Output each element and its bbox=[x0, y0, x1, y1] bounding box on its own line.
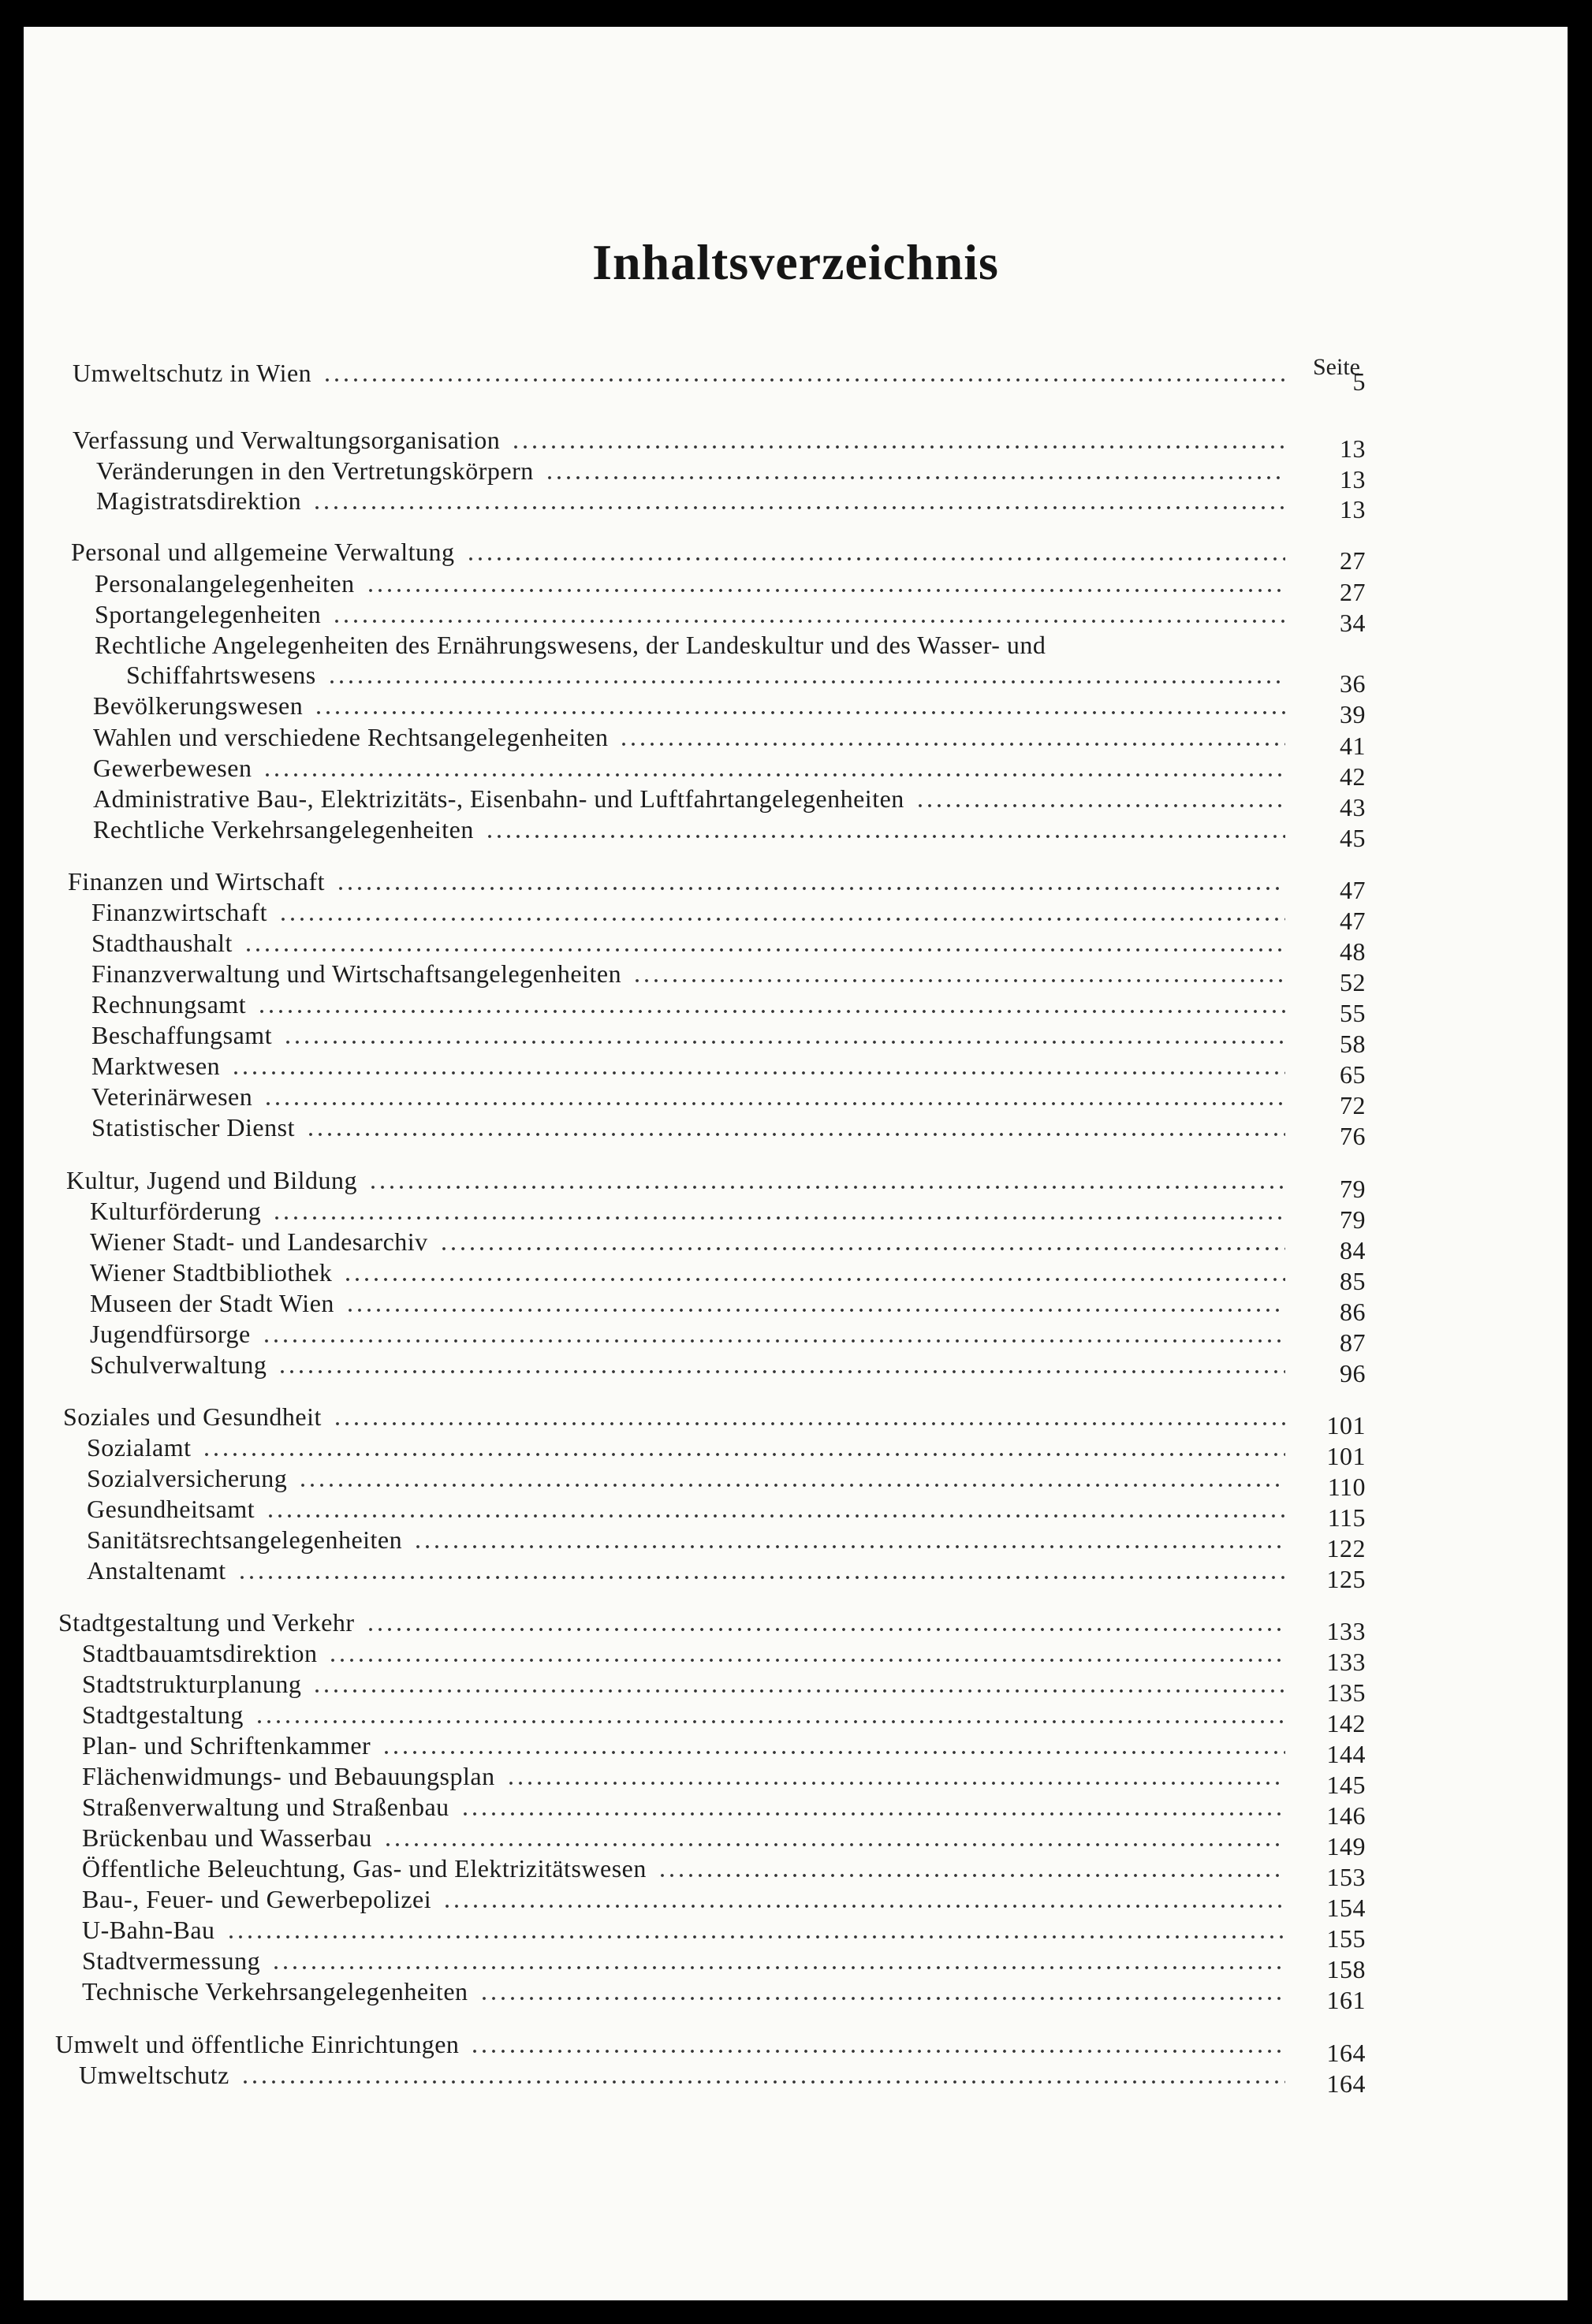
toc-entry-label: Straßenverwaltung und Straßenbau bbox=[82, 1793, 449, 1821]
toc-entry-page: 41 bbox=[1340, 732, 1366, 760]
toc-entry-label: Marktwesen bbox=[91, 1052, 221, 1080]
toc-entry-label: Veterinärwesen bbox=[91, 1082, 253, 1111]
toc-entry-label: Statistischer Dienst bbox=[91, 1113, 295, 1142]
toc-entry bbox=[91, 896, 1366, 935]
toc-entry-page: 155 bbox=[1326, 1924, 1366, 1953]
toc-entry-label: Gewerbewesen bbox=[93, 754, 252, 782]
dot-leader bbox=[255, 1708, 1285, 1725]
toc-entry-page: 161 bbox=[1326, 1986, 1366, 2014]
toc-entry-page: 133 bbox=[1326, 1648, 1366, 1676]
toc-entry-label: Umweltschutz in Wien bbox=[73, 359, 312, 387]
toc-entry bbox=[91, 1049, 1366, 1089]
toc-entry-label: Stadtvermessung bbox=[82, 1946, 261, 1975]
toc-entry-label: Rechtliche Verkehrsangelegenheiten bbox=[93, 815, 474, 844]
page-column-header: Seite bbox=[1313, 354, 1360, 380]
toc-entry-page: 125 bbox=[1326, 1565, 1366, 1593]
dot-leader bbox=[278, 905, 1285, 922]
toc-entry-page: 58 bbox=[1340, 1030, 1366, 1058]
dot-leader bbox=[298, 1471, 1285, 1488]
toc-entry-label: Wiener Stadtbibliothek bbox=[90, 1258, 333, 1287]
toc-entry-label: Veränderungen in den Vertretungskörpern bbox=[96, 456, 534, 485]
dot-leader bbox=[915, 791, 1285, 809]
toc-entry-page: 133 bbox=[1326, 1617, 1366, 1645]
toc-entry-label: Finanzwirtschaft bbox=[91, 898, 268, 926]
dot-leader bbox=[272, 1204, 1285, 1221]
toc-entry bbox=[95, 567, 1366, 606]
toc-entry-page: 48 bbox=[1340, 937, 1366, 966]
toc-entry bbox=[90, 1225, 1366, 1264]
toc-entry-page: 164 bbox=[1326, 2039, 1366, 2067]
dot-leader bbox=[366, 1615, 1285, 1633]
dot-leader bbox=[413, 1533, 1285, 1550]
toc-entry-page: 13 bbox=[1340, 434, 1366, 463]
toc-entry bbox=[82, 1790, 1366, 1830]
toc-entry-page: 96 bbox=[1340, 1359, 1366, 1387]
toc-entry-label: Kultur, Jugend und Bildung bbox=[66, 1166, 358, 1194]
toc-entry bbox=[93, 813, 1366, 852]
toc-entry-label: Rechtliche Angelegenheiten des Ernährungswesens, der Landeskultur und des Wasser- und bbox=[95, 631, 1046, 659]
dot-leader bbox=[545, 464, 1285, 481]
toc-entry-label: Sozialamt bbox=[87, 1433, 192, 1462]
toc-entry bbox=[87, 1523, 1366, 1562]
dot-leader bbox=[658, 1861, 1285, 1879]
dot-leader bbox=[244, 936, 1285, 953]
toc-entry bbox=[63, 1400, 1366, 1439]
toc-entry bbox=[87, 1462, 1366, 1501]
dot-leader bbox=[312, 1677, 1285, 1694]
toc-entry-label: Stadtbauamtsdirektion bbox=[82, 1639, 318, 1667]
toc-entry-page: 36 bbox=[1340, 669, 1366, 698]
dot-leader bbox=[479, 1984, 1285, 2002]
toc-entry-label: Flächenwidmungs- und Bebauungsplan bbox=[82, 1762, 495, 1790]
toc-entry bbox=[71, 535, 1366, 575]
toc-entry-page: 5 bbox=[1352, 367, 1366, 396]
toc-entry bbox=[73, 423, 1366, 463]
toc-entry-page: 79 bbox=[1340, 1175, 1366, 1203]
toc-entry-label: Personalangelegenheiten bbox=[95, 569, 355, 598]
toc-entry bbox=[82, 1852, 1366, 1891]
dot-leader bbox=[333, 1410, 1285, 1427]
toc-entry-label: Finanzen und Wirtschaft bbox=[68, 867, 325, 896]
toc-entry-page: 86 bbox=[1340, 1298, 1366, 1326]
toc-entry bbox=[82, 1698, 1366, 1737]
toc-entry bbox=[79, 2058, 1366, 2098]
toc-entry bbox=[91, 926, 1366, 966]
toc-entry-page: 101 bbox=[1326, 1411, 1366, 1439]
toc-entry-label: Schiffahrtswesens bbox=[126, 661, 316, 689]
dot-leader bbox=[263, 761, 1285, 778]
dot-leader bbox=[271, 1953, 1285, 1971]
toc-entry bbox=[95, 628, 1285, 660]
toc-entry-page: 153 bbox=[1326, 1863, 1366, 1891]
dot-leader bbox=[619, 730, 1285, 747]
toc-entry bbox=[90, 1194, 1366, 1234]
document-page bbox=[24, 27, 1568, 2300]
toc-entry bbox=[91, 988, 1366, 1027]
toc-entry-label: Administrative Bau-, Elektrizitäts-, Eisenbahn- und Luftfahrtangelegenheiten bbox=[93, 784, 904, 813]
toc-entry bbox=[82, 1760, 1366, 1799]
dot-leader bbox=[314, 698, 1285, 716]
toc-entry-page: 79 bbox=[1340, 1205, 1366, 1234]
toc-entry bbox=[95, 598, 1366, 637]
toc-entry-page: 101 bbox=[1326, 1442, 1366, 1470]
dot-leader bbox=[278, 1358, 1285, 1375]
dot-leader bbox=[460, 1800, 1285, 1817]
dot-leader bbox=[266, 1502, 1285, 1519]
toc-entry-label: Beschaffungsamt bbox=[91, 1021, 273, 1049]
page-title: Inhaltsverzeichnis bbox=[592, 234, 999, 290]
dot-leader bbox=[231, 1059, 1285, 1076]
toc-entry-label: Wiener Stadt- und Landesarchiv bbox=[90, 1227, 428, 1256]
toc-entry bbox=[82, 1883, 1366, 1922]
toc-entry-page: 42 bbox=[1340, 762, 1366, 791]
toc-entry-label: Umwelt und öffentliche Einrichtungen bbox=[55, 2030, 460, 2058]
toc-entry-page: 72 bbox=[1340, 1091, 1366, 1119]
toc-entry bbox=[82, 1975, 1366, 2014]
toc-entry-label: Stadthaushalt bbox=[91, 929, 233, 957]
dot-leader bbox=[506, 1769, 1285, 1786]
toc-entry bbox=[90, 1348, 1366, 1387]
toc-entry-label: Museen der Stadt Wien bbox=[90, 1289, 334, 1317]
dot-leader bbox=[202, 1440, 1285, 1458]
toc-entry bbox=[96, 454, 1366, 493]
toc-entry bbox=[91, 1019, 1366, 1058]
toc-entry-page: 149 bbox=[1326, 1832, 1366, 1860]
toc-entry bbox=[96, 484, 1366, 523]
toc-entry-label: Jugendfürsorge bbox=[90, 1320, 251, 1348]
toc-entry-label: Öffentliche Beleuchtung, Gas- und Elektrizitätswesen bbox=[82, 1854, 647, 1883]
dot-leader bbox=[511, 433, 1285, 450]
toc-entry-label: Stadtgestaltung bbox=[82, 1700, 244, 1729]
dot-leader bbox=[439, 1235, 1285, 1252]
toc-entry-label: Schulverwaltung bbox=[90, 1350, 267, 1379]
toc-entry bbox=[90, 1287, 1366, 1326]
toc-entry-page: 145 bbox=[1326, 1771, 1366, 1799]
toc-entry-page: 85 bbox=[1340, 1267, 1366, 1295]
toc-entry-page: 164 bbox=[1326, 2069, 1366, 2098]
toc-entry-label: Plan- und Schriftenkammer bbox=[82, 1731, 371, 1760]
toc-entry-page: 122 bbox=[1326, 1534, 1366, 1562]
dot-leader bbox=[332, 607, 1285, 624]
toc-entry-page: 158 bbox=[1326, 1955, 1366, 1983]
toc-entry-label: Rechnungsamt bbox=[91, 990, 247, 1019]
dot-leader bbox=[327, 668, 1285, 685]
toc-entry-page: 65 bbox=[1340, 1060, 1366, 1089]
toc-entry bbox=[82, 1944, 1366, 1983]
toc-entry-label: Sportangelegenheiten bbox=[95, 600, 322, 628]
toc-entry bbox=[126, 658, 1366, 698]
dot-leader bbox=[345, 1296, 1285, 1313]
toc-entry-page: 146 bbox=[1326, 1801, 1366, 1830]
toc-entry-page: 110 bbox=[1327, 1473, 1366, 1501]
toc-entry bbox=[93, 689, 1366, 728]
dot-leader bbox=[263, 1089, 1285, 1107]
toc-entry-page: 142 bbox=[1326, 1709, 1366, 1737]
toc-entry bbox=[93, 782, 1366, 821]
dot-leader bbox=[312, 493, 1285, 511]
toc-entry-page: 144 bbox=[1326, 1740, 1366, 1768]
dot-leader bbox=[262, 1327, 1285, 1344]
dot-leader bbox=[442, 1892, 1285, 1909]
toc-entry-page: 45 bbox=[1340, 824, 1366, 852]
toc-entry-page: 34 bbox=[1340, 609, 1366, 637]
toc-entry bbox=[82, 1729, 1366, 1768]
toc-entry bbox=[82, 1821, 1366, 1860]
toc-entry-label: Brückenbau und Wasserbau bbox=[82, 1823, 372, 1852]
toc-entry-page: 87 bbox=[1340, 1328, 1366, 1357]
dot-leader bbox=[382, 1738, 1285, 1756]
dot-leader bbox=[485, 822, 1285, 840]
toc-entry bbox=[90, 1317, 1366, 1357]
toc-entry-page: 47 bbox=[1340, 907, 1366, 935]
toc-entry-label: Stadtstrukturplanung bbox=[82, 1670, 302, 1698]
toc-entry-page: 13 bbox=[1340, 465, 1366, 493]
toc-entry bbox=[68, 865, 1366, 904]
toc-entry bbox=[87, 1431, 1366, 1470]
toc-entry-page: 154 bbox=[1326, 1894, 1366, 1922]
toc-entry bbox=[87, 1554, 1366, 1593]
dot-leader bbox=[383, 1831, 1285, 1848]
toc-entry-label: Anstaltenamt bbox=[87, 1556, 226, 1585]
dot-leader bbox=[226, 1923, 1285, 1940]
toc-entry-page: 135 bbox=[1326, 1678, 1366, 1707]
dot-leader bbox=[237, 1563, 1285, 1581]
toc-entry-label: Bevölkerungswesen bbox=[93, 691, 304, 720]
dot-leader bbox=[257, 997, 1285, 1015]
toc-entry-label: U-Bahn-Bau bbox=[82, 1916, 215, 1944]
toc-entry-page: 39 bbox=[1340, 700, 1366, 728]
toc-entry-label: Verfassung und Verwaltungsorganisation bbox=[73, 426, 501, 454]
toc-entry-label: Bau-, Feuer- und Gewerbepolizei bbox=[82, 1885, 432, 1913]
toc-entry-page: 47 bbox=[1340, 876, 1366, 904]
dot-leader bbox=[323, 366, 1285, 383]
table-of-contents bbox=[24, 27, 1568, 2300]
toc-entry-page: 55 bbox=[1340, 999, 1366, 1027]
toc-entry bbox=[66, 1164, 1366, 1203]
toc-entry-label: Magistratsdirektion bbox=[96, 486, 302, 515]
toc-entry bbox=[55, 2028, 1366, 2067]
dot-leader bbox=[368, 1173, 1285, 1190]
dot-leader bbox=[466, 545, 1285, 562]
toc-entry bbox=[91, 957, 1366, 996]
toc-entry-label: Umweltschutz bbox=[79, 2061, 229, 2089]
dot-leader bbox=[283, 1028, 1285, 1045]
toc-entry-label: Wahlen und verschiedene Rechtsangelegenheiten bbox=[93, 723, 609, 751]
toc-entry bbox=[91, 1080, 1366, 1119]
toc-entry bbox=[87, 1492, 1366, 1532]
toc-entry-page: 84 bbox=[1340, 1236, 1366, 1264]
toc-entry-page: 13 bbox=[1340, 495, 1366, 523]
toc-entry bbox=[90, 1256, 1366, 1295]
toc-entry-label: Gesundheitsamt bbox=[87, 1495, 255, 1523]
dot-leader bbox=[240, 2068, 1285, 2085]
dot-leader bbox=[343, 1265, 1285, 1283]
toc-entry-label: Sozialversicherung bbox=[87, 1464, 288, 1492]
toc-entry-label: Sanitätsrechtsangelegenheiten bbox=[87, 1525, 403, 1554]
dot-leader bbox=[366, 576, 1285, 594]
dot-leader bbox=[328, 1646, 1285, 1663]
toc-entry bbox=[91, 1111, 1366, 1150]
dot-leader bbox=[632, 966, 1285, 984]
toc-entry bbox=[58, 1606, 1366, 1645]
dot-leader bbox=[336, 874, 1285, 892]
toc-entry-page: 43 bbox=[1340, 793, 1366, 821]
toc-entry-label: Stadtgestaltung und Verkehr bbox=[58, 1608, 355, 1637]
toc-entry bbox=[82, 1913, 1366, 1953]
toc-entry bbox=[82, 1637, 1366, 1676]
dot-leader bbox=[306, 1120, 1285, 1138]
toc-entry bbox=[93, 721, 1366, 760]
toc-entry-page: 27 bbox=[1340, 578, 1366, 606]
dot-leader bbox=[470, 2037, 1285, 2054]
toc-entry-label: Kulturförderung bbox=[90, 1197, 262, 1225]
toc-entry-page: 76 bbox=[1340, 1122, 1366, 1150]
toc-entry-label: Technische Verkehrsangelegenheiten bbox=[82, 1977, 468, 2006]
toc-entry-page: 27 bbox=[1340, 546, 1366, 575]
toc-entry-label: Soziales und Gesundheit bbox=[63, 1402, 322, 1431]
toc-entry-page: 115 bbox=[1327, 1503, 1366, 1532]
toc-entry bbox=[82, 1667, 1366, 1707]
toc-entry-page: 52 bbox=[1340, 968, 1366, 996]
toc-entry-label: Finanzverwaltung und Wirtschaftsangelegenheiten bbox=[91, 959, 622, 988]
toc-entry-label: Personal und allgemeine Verwaltung bbox=[71, 538, 455, 566]
toc-entry bbox=[93, 751, 1366, 791]
